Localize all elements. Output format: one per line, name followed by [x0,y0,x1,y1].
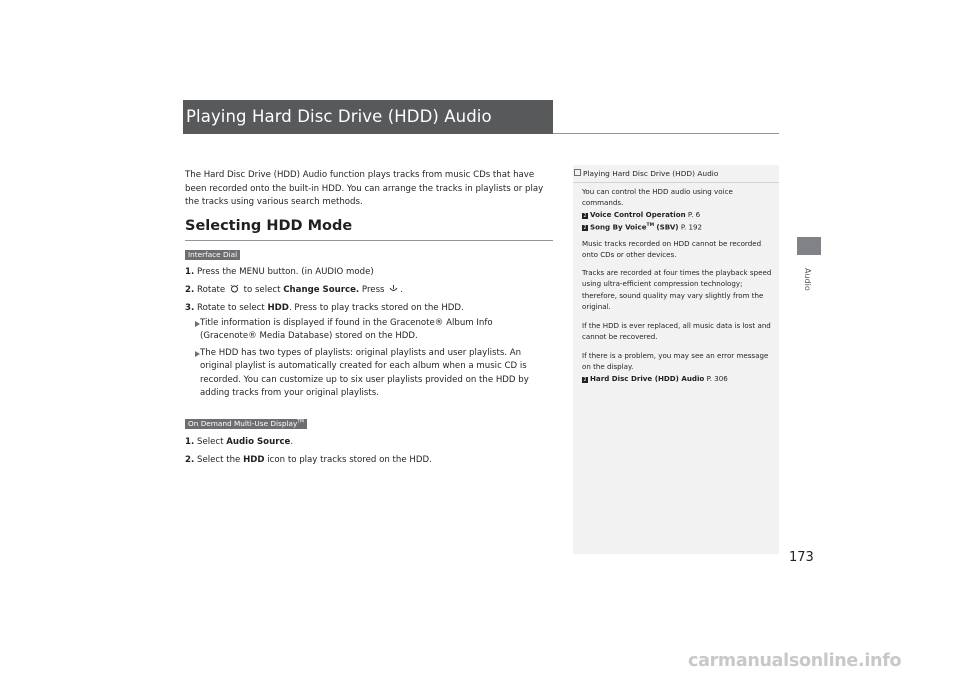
sidebar-paragraph-recording: Music tracks recorded on HDD cannot be recorded onto CDs or other devices. [582,239,762,260]
step-bold: Audio Source [226,437,291,447]
sidebar-paragraph-voice: You can control the HDD audio using voice commands. [582,187,733,208]
on-demand-tag-label: On Demand Multi-Use Display [188,419,298,428]
step-text: . Press to play tracks stored on the HDD. [288,303,464,313]
step-text: Press [361,285,385,295]
step-number: 2. [185,455,195,465]
step-1 [185,266,374,278]
step-text: Press the MENU button. (in AUDIO mode) [196,267,374,277]
watermark: carmanualsonline.info [688,651,902,671]
reference-arrow-icon: 2 [583,377,587,383]
step-3 [185,302,464,314]
side-tab-marker [797,237,821,255]
step-text: Rotate [196,285,226,295]
step-number: 1. [185,267,195,277]
side-tab-label: Audio [803,268,812,291]
press-dial-icon [389,284,398,294]
page-number: 173 [789,550,814,565]
title-rule [553,133,779,134]
section-rule [185,240,553,241]
sidebar-ref-hdd[interactable]: 2 Hard Disc Drive (HDD) Audio P. 306 [583,374,728,383]
sidebar-title: Playing Hard Disc Drive (HDD) Audio [574,169,718,178]
intro-paragraph: The Hard Disc Drive (HDD) Audio function plays tracks from music CDs that have been recorded onto the built-in HDD. You can arrange the tracks in playlists or play the tracks using various search methods. [185,170,544,208]
step-text: Select [196,437,224,447]
page-title: Playing Hard Disc Drive (HDD) Audio [183,100,553,134]
sidebar-paragraph-replaced: If the HDD is ever replaced, all music data is lost and cannot be recovered. [582,321,771,342]
on-demand-tag [185,419,307,429]
step-number: 3. [185,303,195,313]
step-text: to select [243,285,281,295]
ondemand-step-2 [185,454,432,466]
step-bold: HDD [267,303,289,313]
note-icon [574,169,581,176]
ondemand-step-1 [185,436,293,448]
bullet-gracenote: Title information is displayed if found in the Gracenote® Album Info (Gracenote® Media Database) stored on the HDD. [200,318,493,342]
step-bold: Change Source. [283,285,360,295]
bullet-playlists: The HDD has two types of playlists: original playlists and user playlists. An original playlist is automatically created for each album when a music CD is recorded. You can customize up to six user playlists provided on the HDD by adding tracks from your original playlists. [200,348,529,399]
section-heading: Selecting HDD Mode [185,218,353,234]
sidebar-rule [573,182,779,183]
reference-arrow-icon: 2 [583,213,587,219]
interface-dial-tag: Interface Dial [185,250,240,260]
step-text: icon to play tracks stored on the HDD. [267,455,432,465]
trademark-sup: TM [297,419,304,425]
step-number: 2. [185,285,195,295]
sidebar-ref-voice[interactable]: 2 Voice Control Operation P. 6 [583,210,701,219]
rotate-dial-icon [230,284,239,294]
sidebar-paragraph-error: If there is a problem, you may see an error message on the display. [582,351,769,372]
sidebar-ref-sbv[interactable]: 2 Song By Voice™ (SBV) P. 192 [583,222,703,232]
step-text: Rotate to select [196,303,265,313]
sidebar-paragraph-quality: Tracks are recorded at four times the playback speed using ultra-efficient compression technology; therefore, sound quality may vary slightly from the original. [582,268,772,312]
step-text: Select the [196,455,241,465]
step-2: 2. Rotate to select Change Source. Press . [185,285,404,295]
step-bold: HDD [243,455,265,465]
step-text: . [290,437,294,447]
step-number: 1. [185,437,195,447]
reference-arrow-icon: 2 [583,225,587,232]
